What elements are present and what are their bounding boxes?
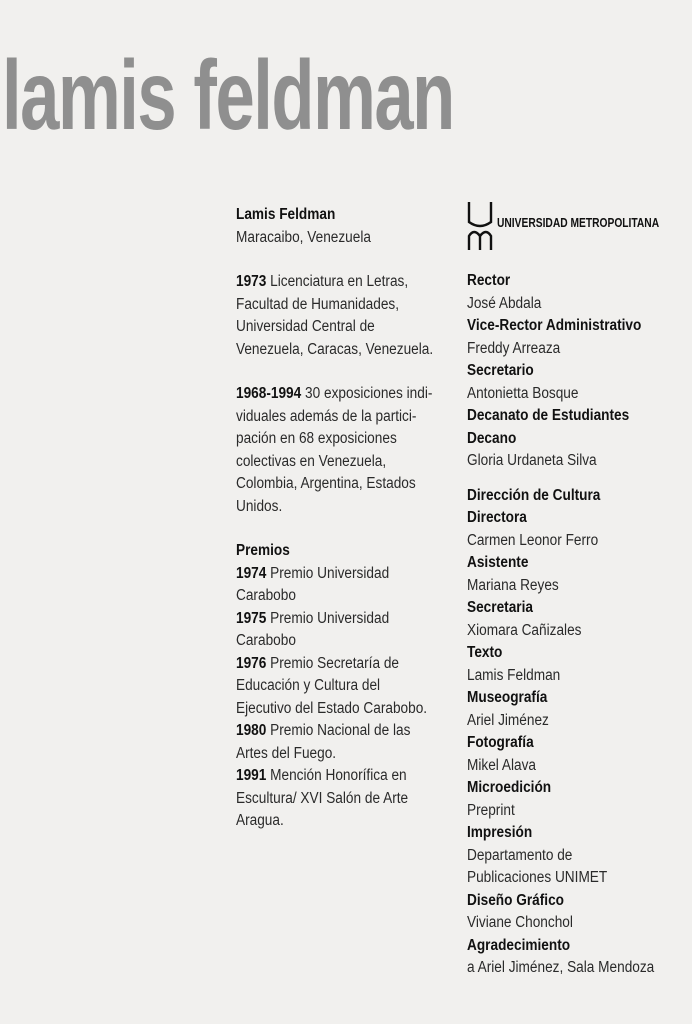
award-line: Premio Nacional de las — [270, 722, 411, 739]
exhibitions-block — [236, 383, 456, 518]
award-line: Artes del Fuego. — [236, 744, 337, 762]
award-year: 1980 — [236, 722, 267, 739]
education-line: Licenciatura en Letras, — [270, 273, 409, 290]
award-year: 1976 — [236, 654, 267, 672]
awards-heading: Premios — [236, 542, 290, 559]
credit-name: Preprint — [467, 801, 515, 819]
credit-name: Mikel Alava — [467, 756, 536, 774]
exhibitions-years: 1968-1994 — [236, 385, 302, 402]
credit-role: Secretario — [467, 362, 534, 379]
credit-name: a Ariel Jiménez, Sala Mendoza — [467, 959, 655, 976]
credit-role: Diseño Gráfico — [467, 891, 565, 909]
credit-role: Vice-Rector Administrativo — [467, 317, 642, 334]
education-line: Venezuela, Caracas, Venezuela. — [236, 340, 434, 358]
credit-name: Viviane Chonchol — [467, 914, 573, 931]
award-year: 1991 — [236, 767, 267, 784]
credit-role: Impresión — [467, 824, 533, 841]
award-line: Escultura/ XVI Salón de Arte — [236, 789, 409, 807]
awards-list — [236, 563, 456, 833]
credit-role: Decanato de Estudiantes — [467, 407, 630, 424]
artist-place: Maracaibo, Venezuela — [236, 228, 371, 246]
credit-role: Asistente — [467, 554, 529, 571]
credit-name: Publicaciones UNIMET — [467, 869, 608, 886]
credit-name: Ariel Jiménez — [467, 711, 549, 729]
exhibitions-line: viduales además de la partici- — [236, 407, 417, 425]
credit-role: Agradecimiento — [467, 936, 571, 954]
university-logo — [466, 200, 692, 252]
award-year: 1975 — [236, 609, 267, 627]
credit-role: Secretaria — [467, 599, 533, 616]
exhibitions-line: Unidos. — [236, 497, 283, 515]
exhibitions-line: Colombia, Argentina, Estados — [236, 475, 416, 492]
credit-name: Antonietta Bosque — [467, 384, 579, 402]
artist-name: Lamis Feldman — [236, 206, 336, 223]
credit-name: Freddy Arreaza — [467, 339, 561, 357]
credit-role: Decano — [467, 429, 517, 447]
credits-column — [467, 270, 689, 980]
exhibitions-line: 30 exposiciones indi- — [305, 385, 433, 402]
exhibitions-line: pación en 68 exposiciones — [236, 430, 397, 447]
credit-name: José Abdala — [467, 294, 542, 312]
credit-name: Xiomara Cañizales — [467, 621, 582, 639]
education-year: 1973 — [236, 273, 267, 290]
education-block — [236, 271, 456, 361]
credit-role: Fotografía — [467, 734, 534, 751]
credit-role: Texto — [467, 644, 503, 661]
award-line: Aragua. — [236, 812, 284, 829]
credit-name: Carmen Leonor Ferro — [467, 531, 599, 549]
credit-role: Directora — [467, 509, 527, 526]
bio-column — [236, 204, 456, 833]
page-title: lamis feldman — [2, 40, 454, 150]
award-line: Premio Secretaría de — [270, 654, 400, 672]
education-line: Facultad de Humanidades, — [236, 295, 400, 313]
award-line: Carabobo — [236, 587, 296, 604]
credit-name: Gloria Urdaneta Silva — [467, 452, 597, 469]
credit-name: Departamento de — [467, 846, 573, 864]
award-year: 1974 — [236, 564, 267, 582]
award-line: Ejecutivo del Estado Carabobo. — [236, 699, 428, 717]
award-line: Mención Honorífica en — [270, 767, 407, 784]
credit-name: Mariana Reyes — [467, 576, 559, 594]
culture-heading: Dirección de Cultura — [467, 486, 601, 504]
credit-role: Museografía — [467, 689, 548, 706]
credit-role: Microedición — [467, 779, 552, 796]
education-line: Universidad Central de — [236, 318, 375, 335]
exhibitions-line: colectivas en Venezuela, — [236, 452, 387, 470]
university-name: UNIVERSIDAD METROPOLITANA — [497, 216, 660, 230]
award-line: Educación y Cultura del — [236, 677, 381, 694]
award-line: Carabobo — [236, 632, 296, 649]
credit-name: Lamis Feldman — [467, 666, 561, 684]
award-line: Premio Universidad — [270, 564, 390, 582]
credit-role: Rector — [467, 272, 511, 289]
award-line: Premio Universidad — [270, 609, 390, 627]
unimet-logo-icon — [466, 200, 494, 252]
